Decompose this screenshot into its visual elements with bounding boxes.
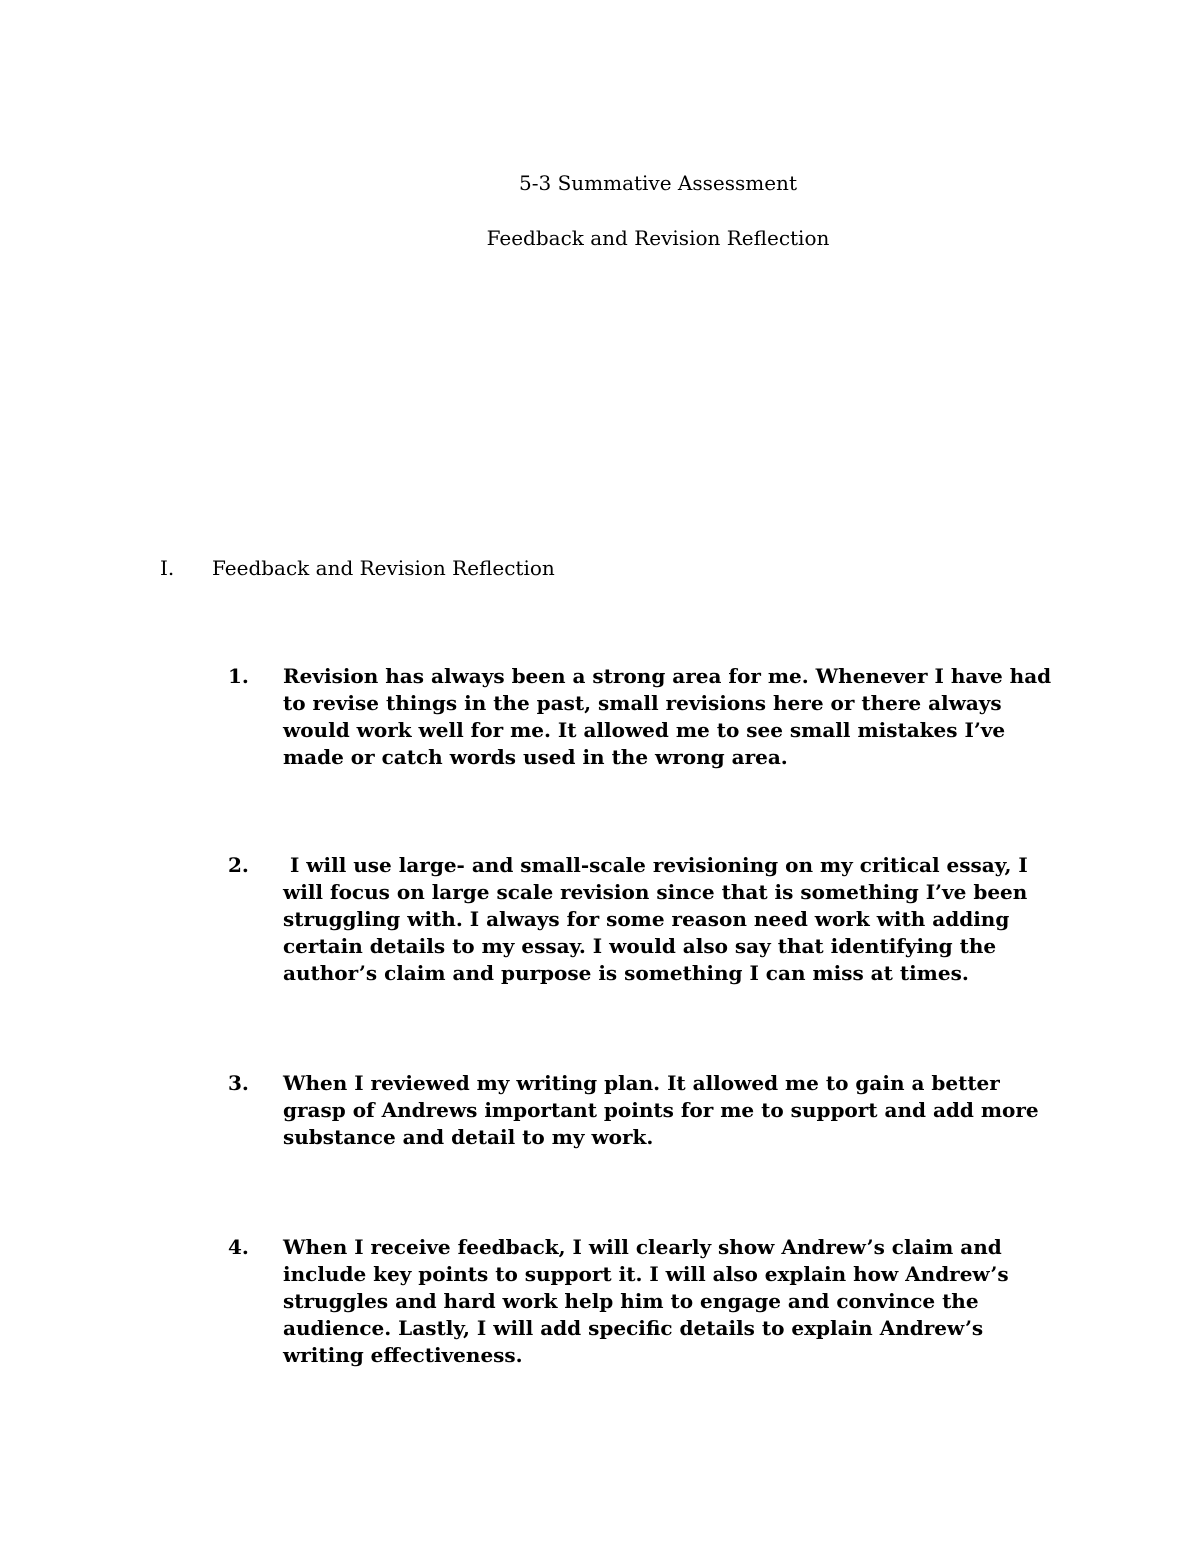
section-heading-text: Feedback and Revision Reflection xyxy=(212,556,555,580)
list-item-number: 1. xyxy=(228,664,249,688)
list-item-text: When I receive feedback, I will clearly show Andrew’s claim and include key points to support it. I will also explain how Andrew’s struggles and hard work help him to engage and convince the audience. Lastly, I will add specific details to explain Andrew’s writing effectiveness. xyxy=(283,1235,1009,1367)
list-item-number: 4. xyxy=(228,1235,249,1259)
list-item xyxy=(228,663,1068,771)
list-item-text: Revision has always been a strong area for me. Whenever I have had to revise things in the past, small revisions here or there always would work well for me. It allowed me to see small mistakes I’ve made or catch words used in the wrong area. xyxy=(283,664,1052,769)
list-item xyxy=(228,1234,1068,1369)
list-item-number: 2. xyxy=(228,853,249,877)
list-item xyxy=(228,852,1068,987)
list-item-text: When I reviewed my writing plan. It allowed me to gain a better grasp of Andrews important points for me to support and add more substance and detail to my work. xyxy=(283,1071,1039,1149)
list-item-text: I will use large- and small-scale revisioning on my critical essay, I will focus on large scale revision since that is something I’ve been struggling with. I always for some reason need work with adding certain details to my essay. I would also say that identifying the author’s claim and purpose is something I can miss at times. xyxy=(283,853,1035,985)
document-subtitle: Feedback and Revision Reflection xyxy=(486,226,830,250)
document-title: 5-3 Summative Assessment xyxy=(519,171,797,195)
section-numeral: I. xyxy=(160,556,175,580)
section-heading xyxy=(160,555,555,581)
list-item-number: 3. xyxy=(228,1071,249,1095)
list-item xyxy=(228,1070,1068,1151)
